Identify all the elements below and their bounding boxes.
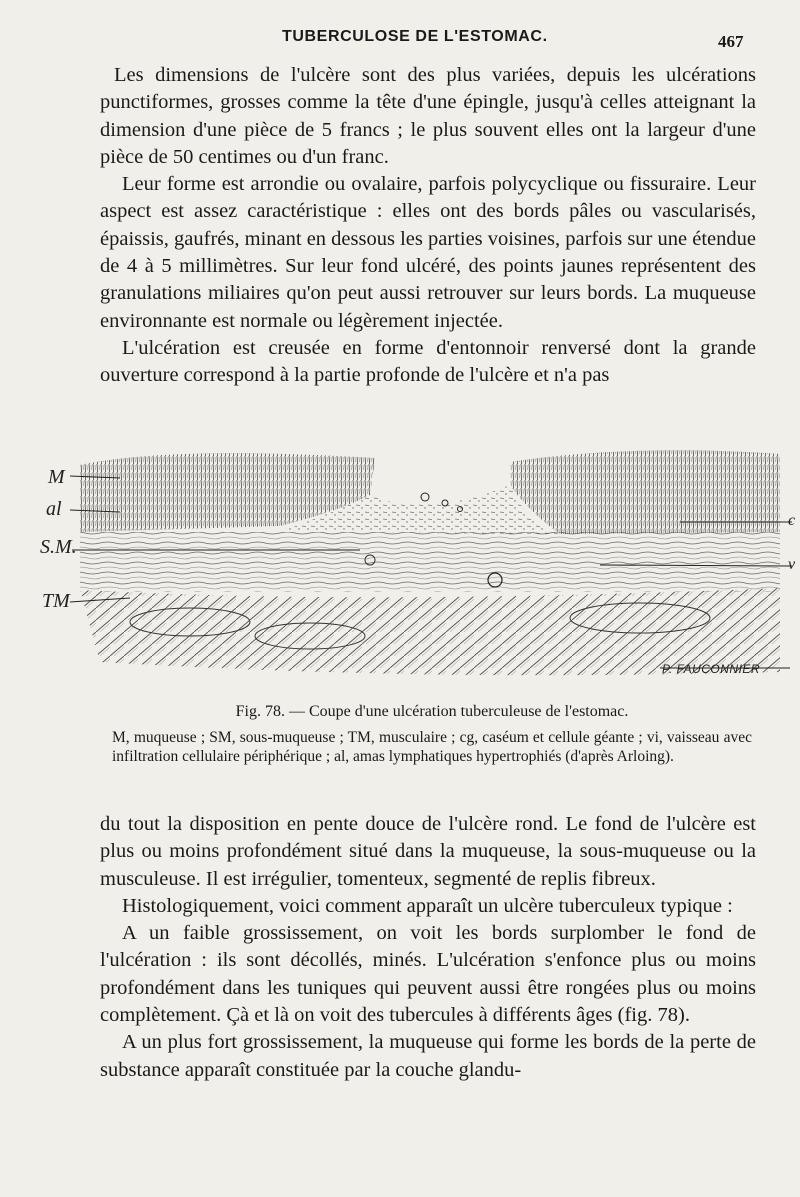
text-block-bottom [100, 811, 756, 1084]
label-al: al [46, 498, 62, 520]
figure-78 [40, 440, 800, 700]
page-number: 467 [718, 32, 744, 51]
paragraph: Leur forme est arrondie ou ovalaire, parfois polycyclique ou fissuraire. Leur aspect est assez caractéristique : elles ont des bords pâles ou vascularisés, épaissis, gaufrés, minant en dessous les parties voisines, parfois sur une étendue de 4 à 5 millimètres. Sur leur fond ulcéré, des points jaunes représentent des granulations miliaires qu'on peut aussi retrouver sur leurs bords. La muqueuse environnante est normale ou légèrement injectée. [100, 173, 756, 332]
caption-legend: M, muqueuse ; SM, sous-muqueuse ; TM, musculaire ; cg, caséum et cellule géante ; vi, vaisseau avec infiltration cellulaire périphérique ; al, amas lymphatiques hypertrophiés (d'après Arloing). [112, 729, 752, 765]
paragraph: L'ulcération est creusée en forme d'entonnoir renversé dont la grande ouverture correspond à la partie profonde de l'ulcère et n'a pas [100, 336, 756, 387]
paragraph: Histologiquement, voici comment apparaît un ulcère tuberculeux typique : [122, 894, 733, 917]
page-header [0, 26, 800, 56]
label-c: c [788, 512, 796, 529]
paragraph: A un plus fort grossissement, la muqueuse qui forme les bords de la perte de substance apparaît constituée par la couche glandu- [100, 1031, 756, 1081]
label-sm: S.M. [40, 536, 77, 558]
paragraph: A un faible grossissement, on voit les bords surplomber le fond de l'ulcération : ils sont décollés, minés. L'ulcération s'enfonce plus ou moins profondément dans les tuniques qui peuvent aussi être rongées plus ou moins complètement. Çà et là on voit des tubercules à différents âges (fig. 78). [100, 922, 756, 1027]
running-title: TUBERCULOSE DE L'ESTOMAC. [282, 28, 548, 45]
artist-signature: P. FAUCONNIER [662, 662, 761, 676]
paragraph: Les dimensions de l'ulcère sont des plus variées, depuis les ulcérations punctiformes, grosses comme la tête d'une épingle, jusqu'à celles atteignant la dimension d'une pièce de 5 francs ; le plus souvent elles ont la largeur d'une pièce de 50 centimes ou d'un franc. [100, 64, 756, 168]
label-vi: v [788, 556, 796, 573]
caption-title: Fig. 78. — Coupe d'une ulcération tuberculeuse de l'estomac. [235, 703, 629, 720]
label-m: M [48, 466, 65, 488]
figure-caption [112, 703, 752, 766]
paragraph: du tout la disposition en pente douce de l'ulcère rond. Le fond de l'ulcère est plus ou moins profondément situé dans la muqueuse, la sous-muqueuse ou la musculeuse. Il est irrégulier, tomenteux, segmenté de replis fibreux. [100, 813, 756, 890]
label-tm: TM [42, 590, 70, 612]
text-block-top [100, 62, 756, 390]
histology-illustration [40, 440, 800, 700]
